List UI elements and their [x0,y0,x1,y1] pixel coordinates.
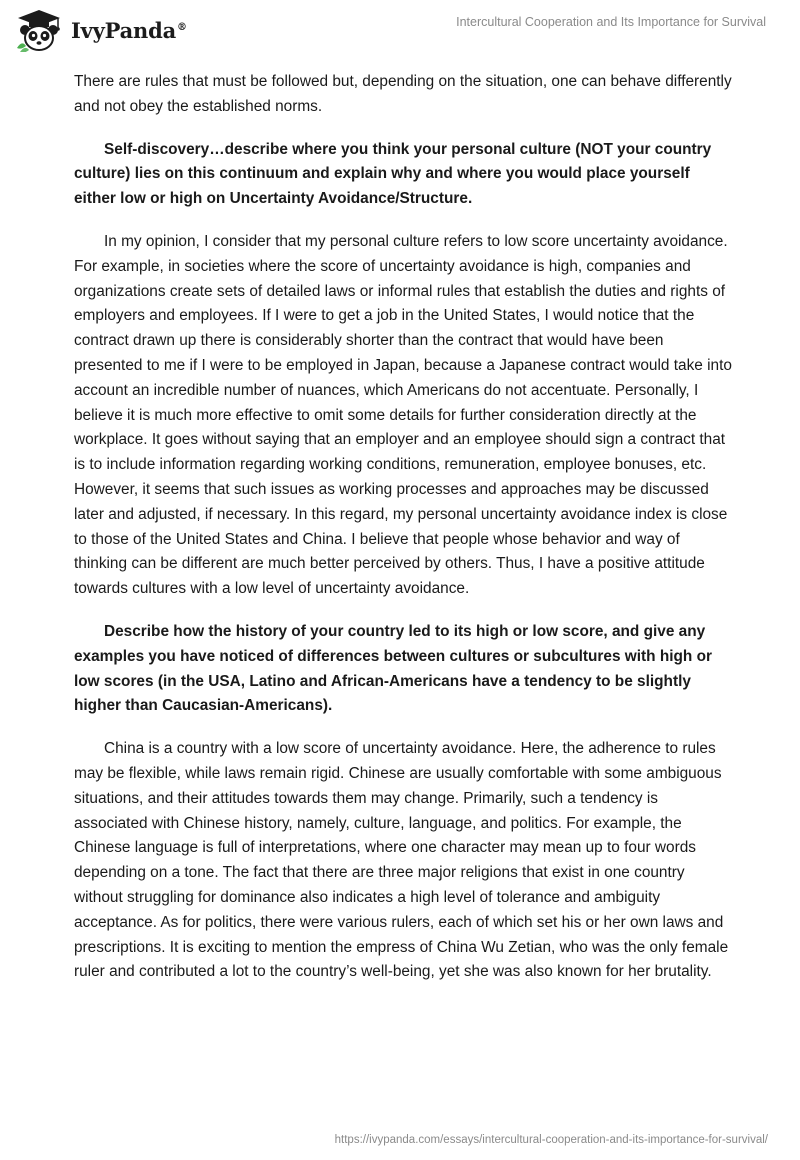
ivypanda-logo[interactable] [14,8,187,52]
question-heading: Self-discovery…describe where you think your personal culture (NOT your country culture) lies on this continuum and explain why and where you would place yourself either low or high on Uncertainty Avoidance/Structure. [74,140,712,208]
answer-paragraph: In my opinion, I consider that my personal culture refers to low score uncertainty avoidance. For example, in societies where the score of uncertainty avoidance is high, companies and organizations create sets of detailed laws or informal rules that establish the duties and rights of employers and employees. If I were to get a job in the United States, I would notice that the contract drawn up there is considerably shorter than the contract that would have been presented to me if I were to be employed in Japan, because a Japanese contract would take into account an incredible number of nuances, which Americans do not accentuate. Personally, I believe it is much more effective to omit some details for further consideration directly at the workplace. It goes without saying that an employer and an employee should sign a contract that is to include information regarding working conditions, remuneration, employee bonuses, etc. However, it seems that such issues as working processes and approaches may be discussed later and adjusted, if necessary. In this regard, my personal uncertainty avoidance index is close to those of the United States and China. I believe that people whose behavior and way of thinking can be different are much better perceived by others. Thus, I have a positive attitude towards cultures with a low level of uncertainty avoidance. [74,232,732,598]
paragraph-intro: There are rules that must be followed but, depending on the situation, one can behave differently and not obey the established norms. [74,73,732,115]
answer-paragraph: China is a country with a low score of uncertainty avoidance. Here, the adherence to rules may be flexible, while laws remain rigid. Chinese are usually comfortable with some ambiguous situations, and their attitudes towards them may change. Primarily, such a tendency is associated with Chinese history, namely, culture, language, and politics. For example, the Chinese language is full of interpretations, where one character may mean up to four words depending on a tone. The fact that there are three major religions that exist in one country without struggling for dominance also indicates a high level of tolerance and ambiguity acceptance. As for politics, there were various rulers, each of which set his or her own laws and prescriptions. It is exciting to mention the empress of China Wu Zetian, who was the only female ruler and contributed a lot to the country’s well-being, yet she was also known for her brutality. [74,740,729,981]
essay-body [74,70,734,1003]
brand-name: IvyPanda® [71,17,187,43]
page-header [0,0,800,66]
panda-graduate-icon [14,8,64,52]
source-url-link[interactable]: https://ivypanda.com/essays/intercultural-cooperation-and-its-importance-for-survival/ [334,1134,768,1146]
question-heading: Describe how the history of your country led to its high or low score, and give any examples you have noticed of differences between cultures or subcultures with high or low scores (in the USA, Latino and African-Americans have a tendency to be slightly higher than Caucasian-Americans). [74,622,712,715]
document-title: Intercultural Cooperation and Its Importance for Survival [456,15,766,29]
